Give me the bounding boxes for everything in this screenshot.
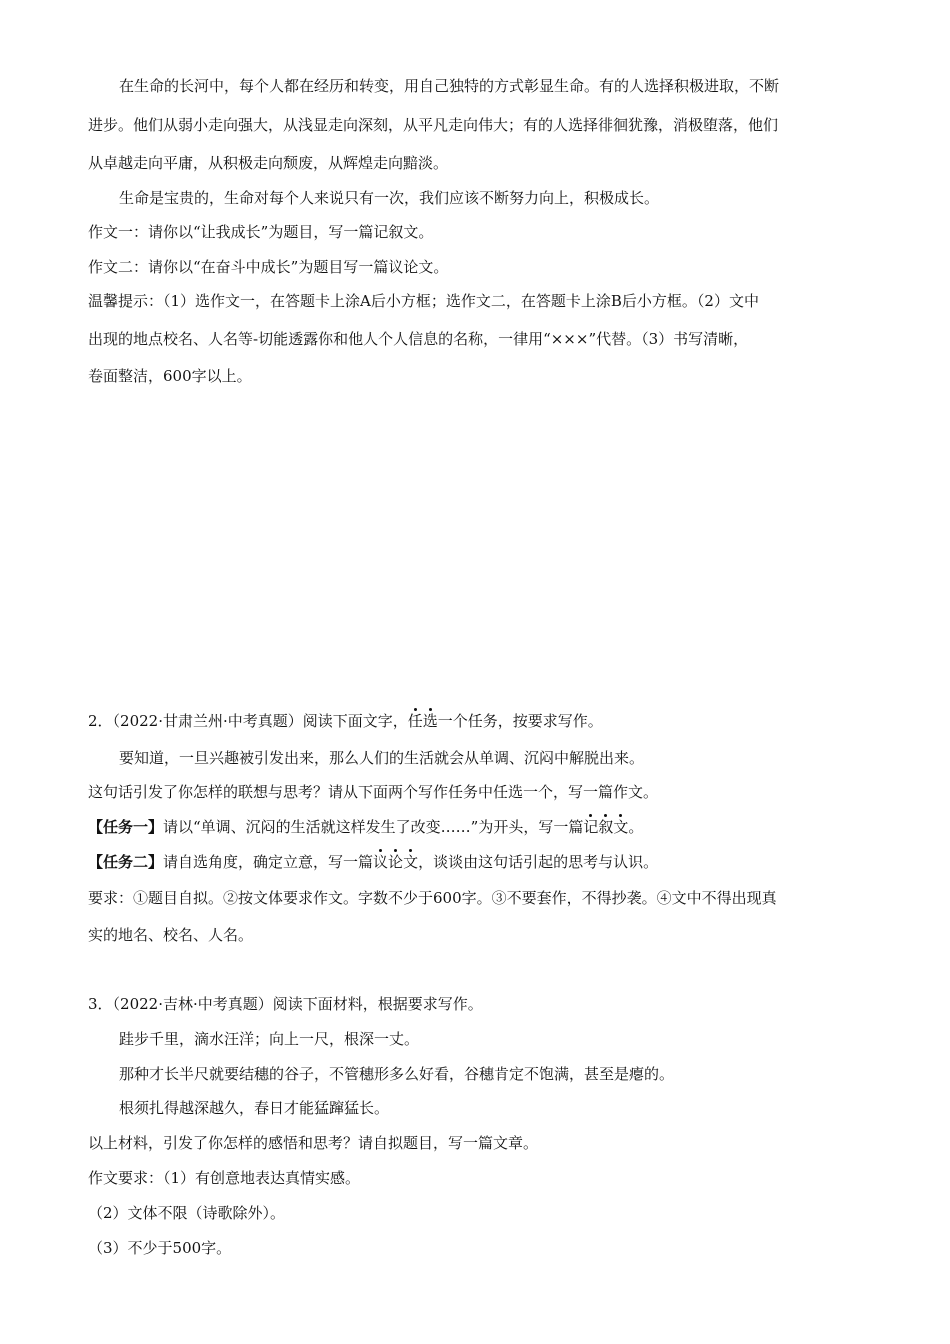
intro-paragraph-line: 在生命的长河中，每个人都在经历和转变，用自己独特的方式彰显生命。有的人选择积极进取，不断 [119, 77, 780, 95]
emphasis-char: 选 [422, 712, 438, 730]
q2-task-2 [88, 852, 658, 872]
emphasis-char: 文 [403, 853, 419, 871]
q3-material-1: 跬步千里，滴水汪洋；向上一尺，根深一丈。 [119, 1030, 420, 1048]
tips-line: 卷面整洁，600字以上。 [88, 367, 252, 385]
q3-requirement-3: （3）不少于500字。 [88, 1239, 232, 1257]
q2-quote: 要知道，一旦兴趣被引发出来，那么人们的生活就会从单调、沉闷中解脱出来。 [119, 749, 645, 767]
tips-line: 出现的地点校名、人名等-切能透露你和他人个人信息的名称，一律用“×××”代替。（3）书写清晰， [88, 330, 749, 348]
q2-emphasis [408, 712, 438, 730]
q3-requirement-2: （2）文体不限（诗歌除外）。 [88, 1204, 286, 1222]
q3-prompt: 以上材料，引发了你怎样的感悟和思考？请自拟题目，写一篇文章。 [88, 1134, 539, 1152]
q2-task-1 [88, 817, 643, 837]
q3-requirement-title: 作文要求：（1）有创意地表达真情实感。 [88, 1169, 361, 1187]
emphasis-char: 论 [388, 853, 404, 871]
task-2-label: 【任务二】 [88, 853, 164, 871]
emphasis-char: 议 [373, 853, 389, 871]
emphasis-char: 叙 [598, 818, 614, 836]
q3-material-2: 那种才长半尺就要结穗的谷子，不管穗形多么好看，谷穗肯定不饱满，甚至是瘪的。 [119, 1065, 675, 1083]
intro-paragraph-2: 生命是宝贵的，生命对每个人来说只有一次，我们应该不断努力向上，积极成长。 [119, 189, 660, 207]
intro-paragraph-line: 从卓越走向平庸，从积极走向颓废，从辉煌走向黯淡。 [88, 154, 449, 172]
q2-header-pre: 2．（2022·甘肃兰州·中考真题）阅读下面文字， [88, 712, 408, 730]
q3-material-3: 根须扎得越深越久，春日才能猛蹿猛长。 [119, 1099, 390, 1117]
emphasis-char: 记 [583, 818, 599, 836]
task-1-text: 请以“单调、沉闷的生活就这样发生了改变……”为开头，写一篇 [163, 818, 584, 836]
q3-header: 3．（2022·吉林·中考真题）阅读下面材料，根据要求写作。 [88, 995, 483, 1013]
q2-header-post: 一个任务，按要求写作。 [437, 712, 603, 730]
emphasis-char: 任 [407, 712, 423, 730]
q2-requirement-line: 要求：①题目自拟。②按文体要求作文。字数不少于600字。③不要套作，不得抄袭。④文中不得出现真 [88, 889, 777, 907]
tips-line: 温馨提示：（1）选作文一，在答题卡上涂A后小方框；选作文二，在答题卡上涂B后小方框。（2）文中 [88, 292, 759, 310]
task-1-label: 【任务一】 [88, 818, 164, 836]
q2-prompt: 这句话引发了你怎样的联想与思考？请从下面两个写作任务中任选一个，写一篇作文。 [88, 783, 659, 801]
composition-option-1: 作文一：请你以“让我成长”为题目，写一篇记叙文。 [88, 223, 434, 241]
task-1-end: 。 [628, 818, 644, 836]
emphasis-char: 文 [613, 818, 629, 836]
task-2-end: ，谈谈由这句话引起的思考与认识。 [418, 853, 659, 871]
q2-requirement-line: 实的地名、校名、人名。 [88, 926, 254, 944]
composition-option-2: 作文二：请你以“在奋斗中成长”为题目写一篇议论文。 [88, 258, 449, 276]
q2-header [88, 711, 603, 731]
intro-paragraph-line: 进步。他们从弱小走向强大，从浅显走向深刻，从平凡走向伟大；有的人选择徘徊犹豫，消极堕落，他们 [88, 116, 779, 134]
task-2-text: 请自选角度，确定立意，写一篇 [163, 853, 374, 871]
